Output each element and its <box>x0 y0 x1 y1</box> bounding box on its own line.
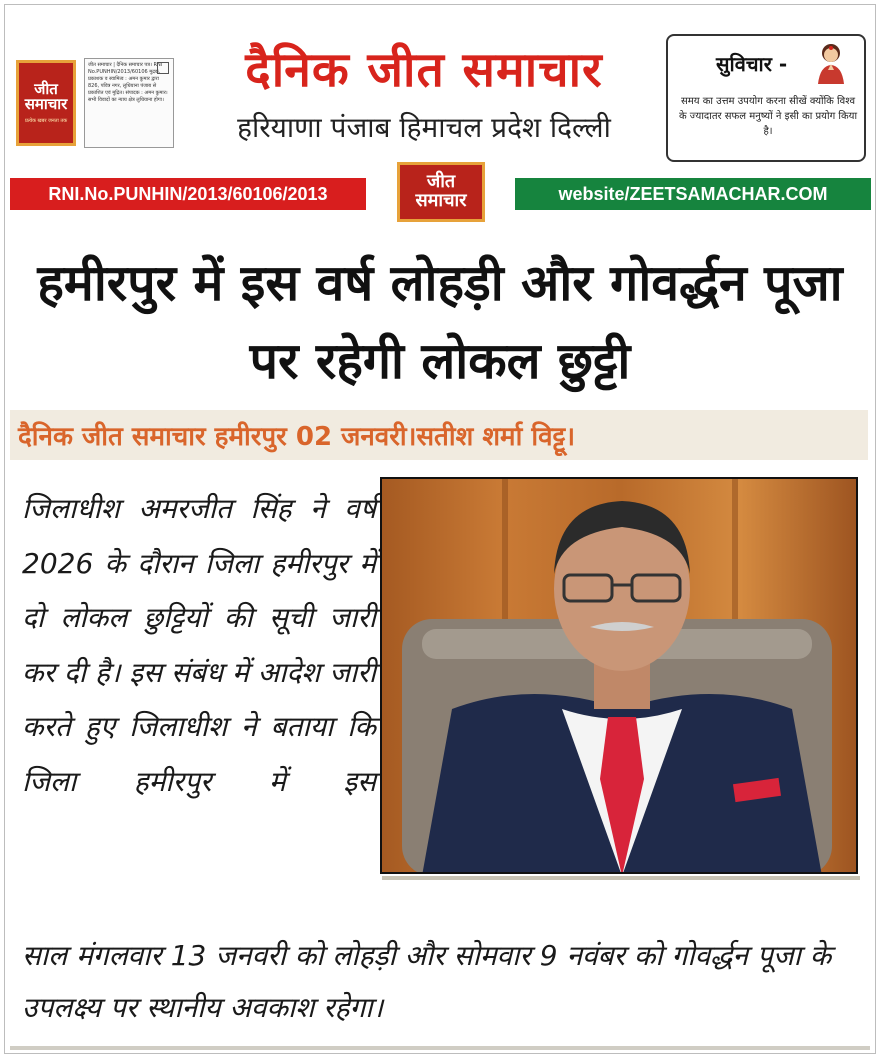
newspaper-logo[interactable] <box>16 60 76 146</box>
article-byline: दैनिक जीत समाचार हमीरपुर 02 जनवरी।सतीश शर्मा विट्टू। <box>18 422 576 452</box>
article-body-continued: साल मंगलवार 13 जनवरी को लोहड़ी और सोमवार 9 नवंबर को गोवर्द्धन पूजा के उपलक्ष्य पर स्थानीय अवकाश रहेगा। <box>22 939 832 1024</box>
namaste-girl-icon <box>812 40 850 84</box>
article-body-column: जिलाधीश अमरजीत सिंह ने वर्ष 2026 के दौरान जिला हमीरपुर में दो लोकल छुट्टियों की सूची जारी कर दी है। इस संबंध में आदेश जारी करते हुए जिलाधीश ने बताया कि जिला हमीरपुर में इस <box>22 492 376 798</box>
quote-title: सुविचार - <box>716 52 788 76</box>
photo-shadow <box>382 876 860 880</box>
paper-regions: हरियाणा पंजाब हिमाचल प्रदेश दिल्ली <box>237 111 611 144</box>
quote-text: समय का उत्तम उपयोग करना सीखें क्योंकि विश्व के ज्यादातर सफल मनुष्यों ने इसी का प्रयोग किया है। <box>678 96 858 137</box>
article-headline: हमीरपुर में इस वर्ष लोहड़ी और गोवर्द्धन पूजा पर रहेगी लोकल छुट्टी <box>37 254 843 390</box>
rni-badge: RNI.No.PUNHIN/2013/60106/2013 <box>10 178 366 210</box>
registration-card <box>84 58 174 148</box>
stamp-icon <box>157 62 169 74</box>
registration-text: जीत समाचार | दैनिक समाचार पत्र। RNI No.PUNHIN/2013/60106 मुद्रक, प्रकाशक व स्वामित्व : अमन कुमार द्वारा 826, पवित्र नगर, लुधियाना पंजाब से प्रकाशित एवं मुद्रित। संपादक : अमन कुमार। सभी विवादों का न्याय क्षेत्र लुधियाना होगा। <box>88 62 168 103</box>
bottom-rule <box>10 1046 870 1050</box>
center-logo-text: जीत समाचार <box>415 171 467 211</box>
logo-text: जीत समाचार <box>24 79 68 114</box>
website-badge[interactable]: website/ZEETSAMACHAR.COM <box>515 178 871 210</box>
center-logo[interactable] <box>397 162 485 222</box>
quote-box <box>666 34 866 162</box>
paper-name: दैनिक जीत समाचार <box>245 42 603 98</box>
official-portrait-illustration <box>382 479 858 874</box>
article-photo <box>380 477 858 874</box>
logo-tagline: प्रत्येक खबर जनता तक <box>24 118 68 125</box>
